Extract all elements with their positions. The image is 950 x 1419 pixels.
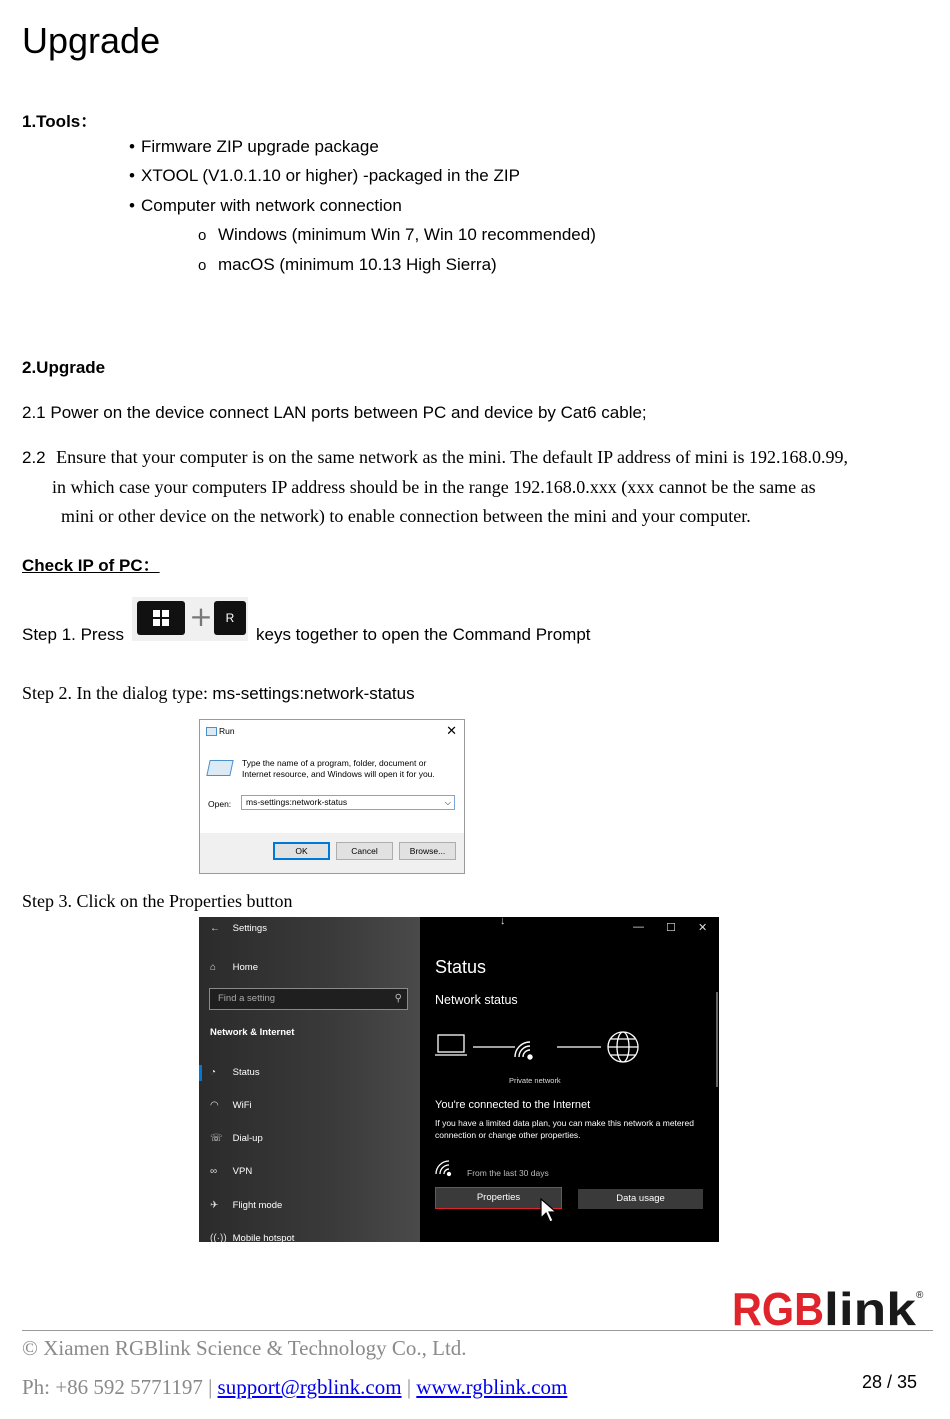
svg-text:®: ® xyxy=(916,1290,924,1301)
run-description: Type the name of a program, folder, document or Internet resource, and Windows will open it for you. xyxy=(242,758,435,779)
phone-icon: ☏ xyxy=(210,1133,223,1144)
back-arrow-icon[interactable]: ← xyxy=(210,923,220,934)
list-item: • XTOOL (V1.0.1.10 or higher) -packaged in the ZIP xyxy=(129,166,520,185)
r-key: R xyxy=(214,601,246,635)
section-heading: Network & Internet xyxy=(210,1027,295,1038)
status-title: Status xyxy=(435,957,487,977)
open-input[interactable]: ms-settings:network-status ⌵ xyxy=(241,795,455,810)
email-link[interactable]: support@rgblink.com xyxy=(217,1375,402,1399)
network-diagram xyxy=(435,1027,665,1067)
step-2: Step 2. In the dialog type: ms-settings:network-status xyxy=(22,683,415,703)
search-input[interactable]: Find a setting ⚲ xyxy=(209,988,408,1010)
sidebar-item-status[interactable]: ◔ Status xyxy=(210,1067,260,1078)
run-dialog xyxy=(199,719,465,874)
plus-icon: + xyxy=(189,600,213,633)
network-status-heading: Network status xyxy=(435,993,518,1007)
vpn-icon: ∞ xyxy=(210,1166,218,1177)
data-usage-button[interactable]: Data usage xyxy=(578,1189,703,1209)
active-indicator xyxy=(199,1065,202,1081)
connected-text: You're connected to the Internet xyxy=(435,1099,591,1111)
minimize-icon[interactable]: — xyxy=(633,921,644,933)
check-ip-heading: Check IP of PC： xyxy=(22,556,160,575)
keys-image xyxy=(132,597,248,641)
hotspot-icon: ((·)) xyxy=(210,1233,227,1242)
list-item: • Firmware ZIP upgrade package xyxy=(129,137,379,156)
bullet-icon: • xyxy=(129,196,135,215)
wifi-signal-icon xyxy=(435,1157,459,1177)
status-icon: ◔ xyxy=(210,1067,217,1078)
rgblink-logo xyxy=(732,1286,927,1330)
run-app-icon xyxy=(206,727,217,736)
run-program-icon xyxy=(206,760,233,776)
contact-line: Ph: +86 592 5771197 | support@rgblink.com | www.rgblink.com xyxy=(22,1375,568,1399)
svg-text:RGB: RGB xyxy=(732,1286,824,1330)
bullet-icon: • xyxy=(129,137,135,156)
step-2-1: 2.1 Power on the device connect LAN ports between PC and device by Cat6 cable; xyxy=(22,403,647,422)
run-title: Run xyxy=(219,726,235,736)
browse-button[interactable]: Browse... xyxy=(399,842,456,860)
list-item: o Windows (minimum Win 7, Win 10 recommended) xyxy=(198,225,596,244)
settings-titlebar: ← Settings xyxy=(210,923,267,934)
wifi-icon xyxy=(515,1042,532,1059)
last-30-days-label: From the last 30 days xyxy=(467,1168,549,1178)
website-link[interactable]: www.rgblink.com xyxy=(416,1375,568,1399)
copyright: © Xiamen RGBlink Science & Technology Co., Ltd. xyxy=(22,1336,467,1360)
private-network-label: Private network xyxy=(509,1076,561,1085)
list-item: • Computer with network connection xyxy=(129,196,402,215)
sidebar-item-vpn[interactable]: ∞ VPN xyxy=(210,1166,253,1177)
step-1-prefix: Step 1. Press xyxy=(22,625,125,644)
sidebar-item-mobile-hotspot[interactable]: ((·)) Mobile hotspot xyxy=(210,1233,295,1242)
sidebar-item-wifi[interactable]: ◠ WiFi xyxy=(210,1100,252,1111)
chevron-down-icon[interactable]: ⌵ xyxy=(444,798,451,807)
tools-heading: 1.Tools： xyxy=(22,112,98,131)
close-icon[interactable]: ✕ xyxy=(446,723,457,738)
maximize-icon[interactable]: ☐ xyxy=(666,922,676,934)
wifi-icon: ◠ xyxy=(210,1100,219,1111)
sidebar-item-flight-mode[interactable]: ✈ Flight mode xyxy=(210,1200,283,1211)
settings-window xyxy=(199,917,719,1242)
open-label: Open: xyxy=(208,799,232,809)
step-2-2-line2: in which case your computers IP address should be in the range 192.168.0.xxx (xxx cannot be the same as xyxy=(52,477,816,497)
circle-bullet-icon: o xyxy=(198,227,207,244)
list-item: o macOS (minimum 10.13 High Sierra) xyxy=(198,255,497,274)
home-icon: ⌂ xyxy=(210,962,217,973)
search-icon: ⚲ xyxy=(394,993,402,1004)
cursor-caret-icon: ↓ xyxy=(500,917,506,927)
page-title: Upgrade xyxy=(22,20,161,61)
settings-sidebar xyxy=(199,917,420,1242)
properties-button[interactable]: Properties xyxy=(435,1187,562,1209)
bullet-icon: • xyxy=(129,166,135,185)
page-number: 28 / 35 xyxy=(862,1372,918,1392)
sidebar-item-home[interactable]: ⌂ Home xyxy=(210,962,258,973)
globe-icon xyxy=(608,1032,638,1062)
upgrade-heading: 2.Upgrade xyxy=(22,358,106,377)
svg-text:link: link xyxy=(824,1286,917,1330)
ok-button[interactable]: OK xyxy=(273,842,330,860)
airplane-icon: ✈ xyxy=(210,1200,219,1211)
step-2-2-line3: mini or other device on the network) to enable connection between the mini and your computer. xyxy=(61,506,751,526)
laptop-icon xyxy=(435,1035,467,1055)
settings-content xyxy=(420,917,719,1242)
sidebar-item-dialup[interactable]: ☏ Dial-up xyxy=(210,1133,263,1144)
step-1-suffix: keys together to open the Command Prompt xyxy=(256,625,591,644)
mouse-pointer-icon xyxy=(540,1198,558,1224)
scrollbar[interactable] xyxy=(716,992,718,1087)
limited-plan-text: If you have a limited data plan, you can make this network a metered connection or change other properties. xyxy=(435,1118,694,1140)
step-2-2: 2.2 Ensure that your computer is on the same network as the mini. The default IP address of mini is 192.168.0.99, xyxy=(22,447,848,467)
footer-divider xyxy=(22,1330,933,1331)
step-3: Step 3. Click on the Properties button xyxy=(22,891,293,911)
windows-key-icon xyxy=(137,601,185,635)
cancel-button[interactable]: Cancel xyxy=(336,842,393,860)
close-icon[interactable]: ✕ xyxy=(698,922,708,934)
circle-bullet-icon: o xyxy=(198,257,207,274)
